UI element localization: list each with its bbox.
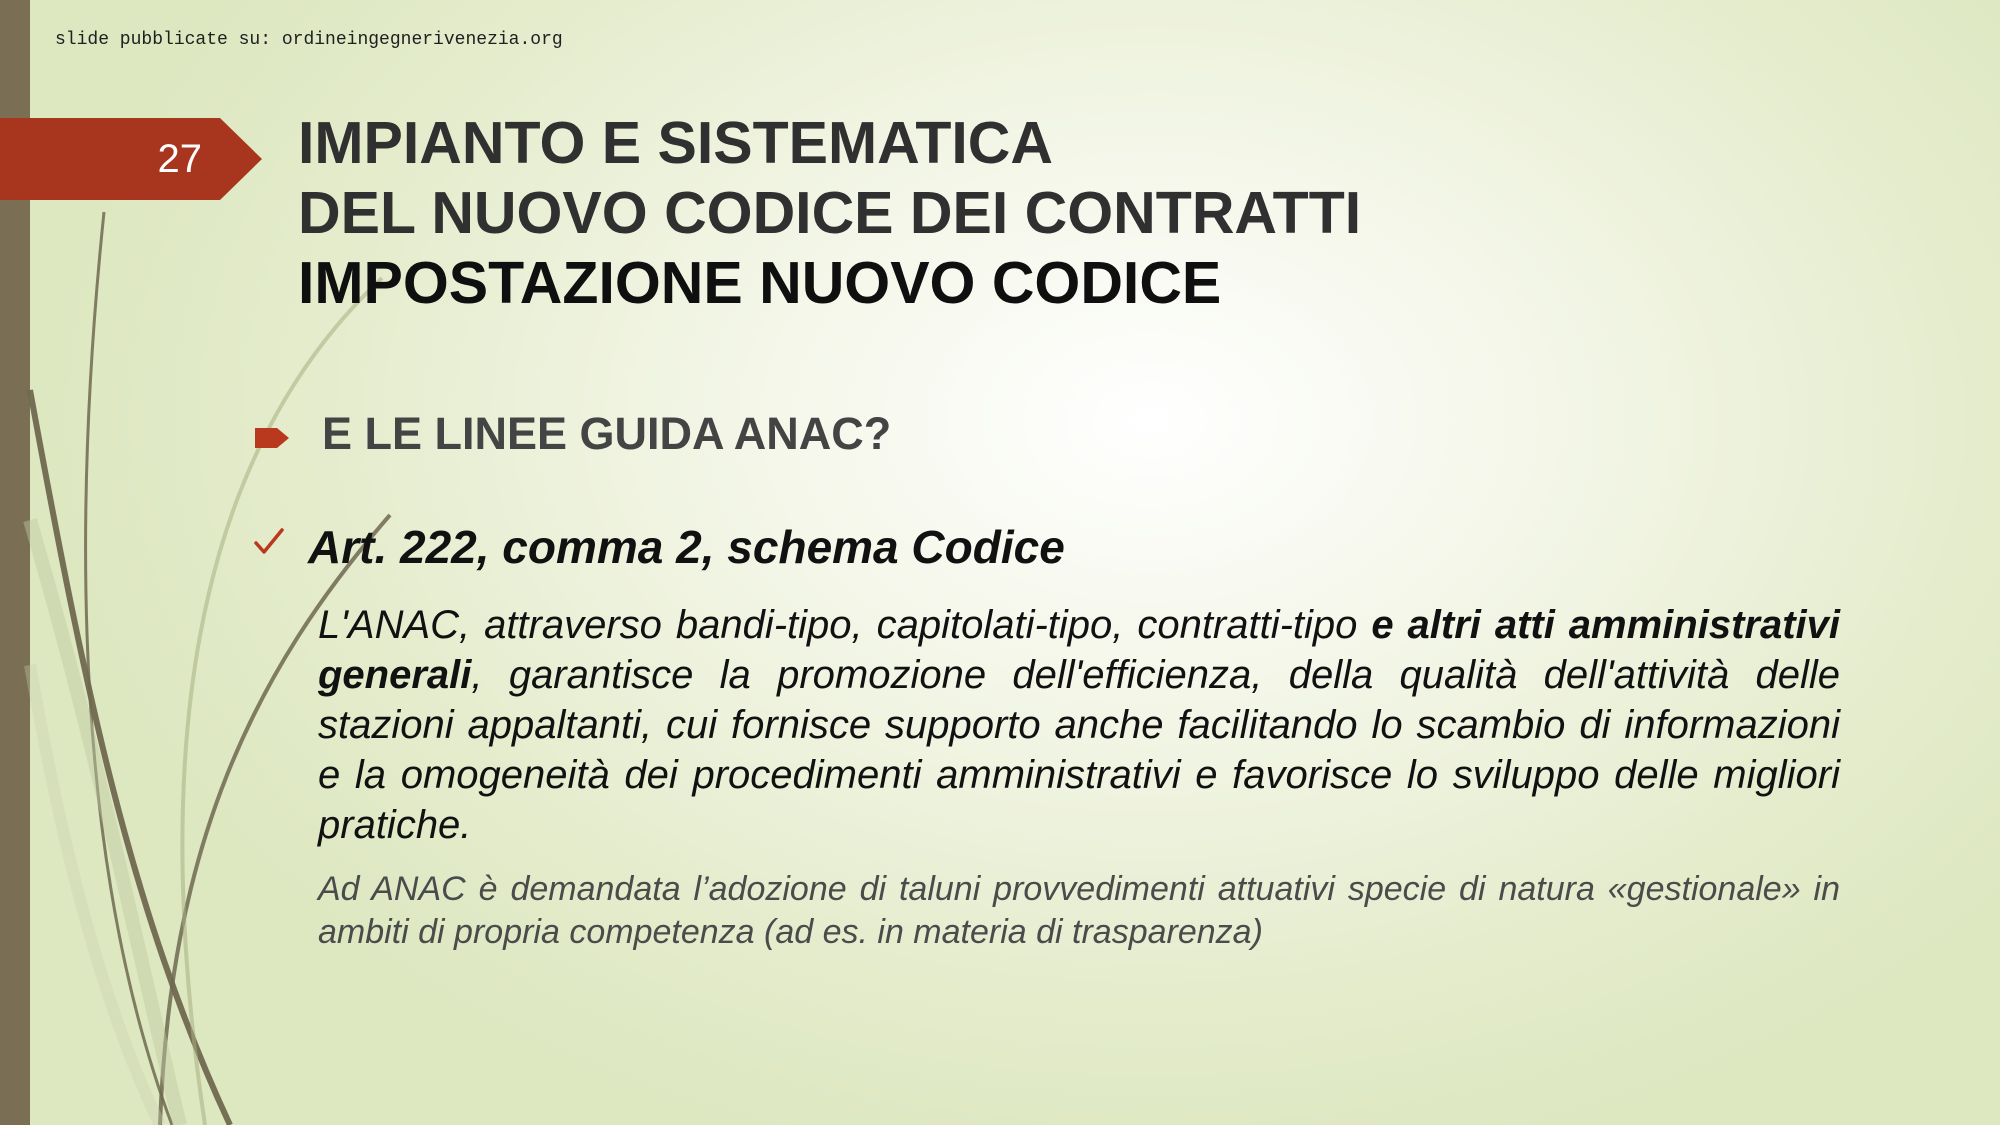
note-paragraph: Ad ANAC è demandata l’adozione di taluni provvedimenti attuativi specie di natura «gestionale» in ambiti di propria competenza (ad es. in materia di trasparenza): [318, 870, 1840, 951]
title-line-1: IMPIANTO E SISTEMATICA: [298, 110, 1054, 176]
source-note: slide pubblicate su: ordineingegnerivenezia.org: [55, 30, 563, 50]
slide-title: [298, 108, 1648, 318]
title-line-3: IMPOSTAZIONE NUOVO CODICE: [298, 250, 1222, 316]
main-paragraph: [318, 600, 1840, 850]
slide-number: 27: [157, 137, 202, 181]
checkmark-icon: [252, 525, 286, 559]
main-paragraph-part-1: L'ANAC, attraverso bandi-tipo, capitolati-tipo, contratti-tipo: [318, 603, 1372, 647]
question-heading: E LE LINEE GUIDA ANAC?: [322, 408, 892, 459]
main-paragraph-part-2: , garantisce la promozione dell'efficienza, della qualità dell'attività delle stazioni appaltanti, cui fornisce supporto anche facilitando lo scambio di informazioni e la omogeneità dei procedimenti amministrativi e favorisce lo sviluppo delle migliori pratiche.: [318, 653, 1840, 847]
title-line-2: DEL NUOVO CODICE DEI CONTRATTI: [298, 180, 1362, 246]
article-heading: Art. 222, comma 2, schema Codice: [308, 521, 1065, 573]
main-paragraph-bold: e altri atti amministrativi generali: [318, 603, 1840, 697]
arrow-bullet-icon: [255, 428, 289, 448]
